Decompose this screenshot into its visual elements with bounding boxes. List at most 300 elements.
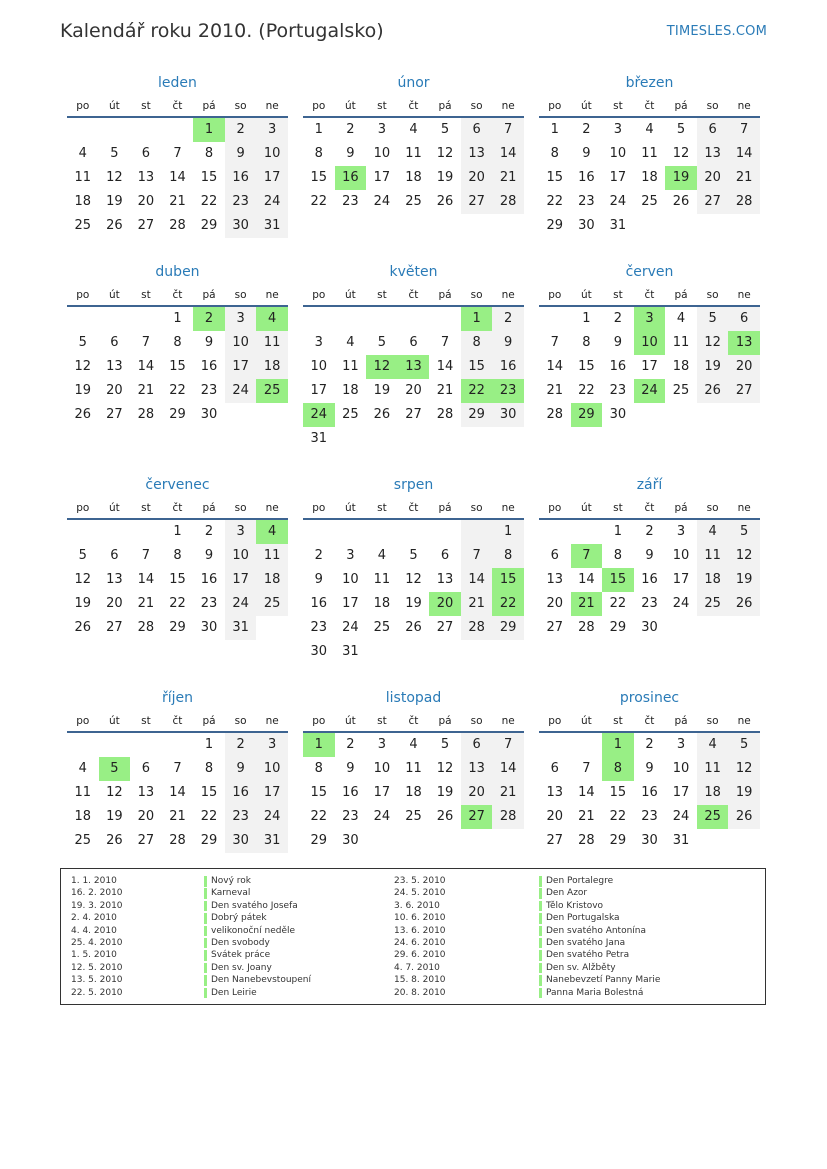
empty-cell	[398, 640, 430, 664]
empty-cell	[697, 214, 729, 238]
legend-holiday-name: Den Nanebevstoupení	[204, 974, 311, 986]
day-cell: 14	[137, 359, 155, 374]
day-cell: 22	[546, 194, 564, 209]
week-row	[67, 118, 288, 142]
day-cell: 23	[578, 194, 595, 209]
weekday-label: po	[312, 100, 326, 112]
empty-cell	[492, 640, 524, 664]
weekday-label: so	[470, 289, 483, 301]
day-cell: 3	[676, 737, 686, 752]
week-row	[539, 307, 760, 331]
empty-cell	[256, 616, 288, 640]
month-leden	[67, 70, 288, 238]
month-name: září	[636, 477, 663, 493]
legend-date: 4. 4. 2010	[71, 925, 117, 936]
day-cell: 7	[173, 146, 182, 161]
day-cell: 19	[728, 568, 760, 592]
day-cell: 28	[461, 616, 493, 640]
day-cell: 7	[492, 118, 524, 142]
day-cell: 5	[728, 733, 760, 757]
empty-cell	[398, 427, 430, 451]
legend-holiday-name: Den Portugalska	[539, 912, 660, 924]
week-row	[67, 805, 288, 829]
week-row	[303, 118, 524, 142]
weekday-label: ne	[265, 715, 279, 727]
week-row	[67, 733, 288, 757]
empty-cell	[665, 214, 697, 238]
month-říjen	[67, 685, 288, 853]
weekday-label: ne	[501, 289, 515, 301]
empty-cell	[429, 307, 461, 331]
day-cell: 9	[225, 142, 257, 166]
day-cell: 19	[728, 781, 760, 805]
empty-cell	[398, 307, 430, 331]
day-cell: 20	[106, 383, 123, 398]
day-cell: 23	[310, 620, 328, 635]
legend-holiday-name: Den Portalegre	[539, 875, 660, 887]
weekday-label: út	[580, 715, 592, 727]
day-cell: 1	[613, 524, 623, 539]
day-cell: 4	[645, 122, 654, 137]
day-cell: 8	[204, 761, 214, 776]
day-cell: 20	[697, 166, 729, 190]
empty-cell	[697, 403, 729, 427]
week-row	[539, 355, 760, 379]
day-cell: 31	[672, 833, 690, 848]
empty-cell	[461, 520, 493, 544]
week-row	[67, 379, 288, 403]
day-cell: 11	[672, 335, 690, 350]
day-cell: 14	[436, 359, 454, 374]
day-cell: 11	[405, 761, 422, 776]
holiday-day: 4	[256, 307, 288, 331]
weekday-label: ne	[737, 502, 751, 514]
day-cell: 6	[141, 146, 151, 161]
holiday-day: 25	[256, 379, 288, 403]
day-cell: 19	[74, 383, 92, 398]
week-row	[539, 781, 760, 805]
empty-cell	[539, 520, 571, 544]
month-duben	[67, 259, 288, 427]
day-cell: 28	[546, 407, 564, 422]
week-row	[67, 307, 288, 331]
weekday-header	[67, 711, 288, 733]
day-cell: 31	[342, 644, 359, 659]
day-cell: 17	[373, 170, 391, 185]
holiday-day: 12	[366, 355, 398, 379]
day-cell: 13	[546, 785, 564, 800]
empty-cell	[225, 403, 257, 427]
empty-cell	[728, 214, 760, 238]
day-cell: 26	[74, 620, 92, 635]
day-cell: 22	[169, 383, 186, 398]
month-name: červenec	[145, 477, 210, 493]
weekday-label: ne	[737, 100, 751, 112]
day-cell: 3	[225, 520, 257, 544]
day-cell: 4	[78, 146, 87, 161]
day-cell: 29	[492, 616, 524, 640]
week-row	[539, 214, 760, 238]
holiday-day: 1	[602, 733, 634, 757]
holiday-day: 24	[303, 403, 335, 427]
month-days	[67, 520, 288, 640]
weekday-header	[303, 711, 524, 733]
legend-names-column-1	[204, 875, 311, 999]
empty-cell	[130, 520, 162, 544]
day-cell: 15	[310, 170, 328, 185]
weekday-label: pá	[202, 289, 216, 301]
day-cell: 27	[405, 407, 422, 422]
day-cell: 14	[492, 757, 524, 781]
day-cell: 14	[169, 785, 186, 800]
empty-cell	[366, 829, 398, 853]
day-cell: 2	[346, 737, 355, 752]
weekday-header	[539, 498, 760, 520]
month-name: duben	[155, 264, 200, 280]
holiday-day: 1	[193, 118, 225, 142]
day-cell: 12	[106, 785, 123, 800]
day-cell: 2	[204, 524, 214, 539]
week-row	[539, 805, 760, 829]
day-cell: 12	[697, 331, 729, 355]
day-cell: 7	[141, 335, 151, 350]
day-cell: 1	[173, 524, 182, 539]
day-cell: 17	[672, 572, 690, 587]
month-červen	[539, 259, 760, 427]
day-cell: 28	[728, 190, 760, 214]
holiday-day: 15	[602, 568, 634, 592]
day-cell: 30	[641, 620, 658, 635]
weekday-label: po	[548, 289, 562, 301]
weekday-label: st	[377, 289, 387, 301]
legend-date: 19. 3. 2010	[71, 900, 123, 911]
day-cell: 25	[672, 383, 690, 398]
day-cell: 12	[106, 170, 123, 185]
month-květen	[303, 259, 524, 451]
brand-link[interactable]: TIMESLES.COM	[666, 24, 767, 39]
empty-cell	[335, 427, 367, 451]
day-cell: 18	[256, 568, 288, 592]
day-cell: 3	[314, 335, 323, 350]
day-cell: 3	[256, 733, 288, 757]
day-cell: 24	[373, 809, 391, 824]
day-cell: 11	[256, 331, 288, 355]
day-cell: 23	[641, 809, 658, 824]
day-cell: 14	[169, 170, 186, 185]
day-cell: 20	[405, 383, 422, 398]
day-cell: 20	[137, 194, 155, 209]
empty-cell	[429, 829, 461, 853]
day-cell: 27	[697, 190, 729, 214]
day-cell: 29	[609, 620, 627, 635]
day-cell: 4	[346, 335, 355, 350]
day-cell: 25	[405, 809, 422, 824]
legend-date: 1. 1. 2010	[71, 876, 117, 886]
day-cell: 17	[256, 781, 288, 805]
day-cell: 15	[578, 359, 595, 374]
month-days	[303, 118, 524, 214]
day-cell: 26	[672, 194, 690, 209]
weekday-label: čt	[172, 289, 183, 301]
day-cell: 2	[314, 548, 323, 563]
weekday-label: st	[377, 715, 387, 727]
day-cell: 11	[74, 785, 92, 800]
day-cell: 3	[256, 118, 288, 142]
week-row	[67, 757, 288, 781]
day-cell: 5	[728, 520, 760, 544]
week-row	[67, 190, 288, 214]
day-cell: 13	[461, 757, 493, 781]
day-cell: 20	[728, 355, 760, 379]
day-cell: 24	[256, 805, 288, 829]
empty-cell	[492, 829, 524, 853]
weekday-label: ne	[265, 502, 279, 514]
weekday-label: so	[234, 100, 247, 112]
day-cell: 17	[225, 355, 257, 379]
legend-date: 20. 8. 2010	[394, 987, 446, 998]
day-cell: 2	[613, 311, 623, 326]
day-cell: 28	[169, 218, 186, 233]
day-cell: 8	[550, 146, 559, 161]
day-cell: 23	[200, 596, 218, 611]
holiday-day: 7	[571, 544, 603, 568]
week-row	[303, 592, 524, 616]
empty-cell	[130, 307, 162, 331]
day-cell: 18	[74, 809, 92, 824]
month-srpen	[303, 472, 524, 664]
empty-cell	[697, 616, 729, 640]
day-cell: 25	[697, 592, 729, 616]
holiday-day: 20	[429, 592, 461, 616]
day-cell: 25	[74, 833, 92, 848]
day-cell: 20	[546, 809, 564, 824]
day-cell: 28	[436, 407, 454, 422]
week-row	[67, 166, 288, 190]
empty-cell	[67, 307, 99, 331]
holiday-day: 24	[634, 379, 666, 403]
day-cell: 24	[373, 194, 391, 209]
weekday-label: pá	[202, 100, 216, 112]
weekday-label: ne	[265, 100, 279, 112]
weekday-label: út	[580, 289, 592, 301]
legend-holiday-name: Den svatého Josefa	[204, 900, 311, 912]
day-cell: 9	[582, 146, 591, 161]
week-row	[539, 403, 760, 427]
legend-holiday-name: velikonoční neděle	[204, 925, 311, 937]
month-únor	[303, 70, 524, 214]
weekday-header	[67, 96, 288, 118]
holiday-day: 25	[697, 805, 729, 829]
weekday-label: ne	[737, 289, 751, 301]
day-cell: 16	[310, 596, 328, 611]
week-row	[303, 616, 524, 640]
legend-date: 23. 5. 2010	[394, 876, 446, 886]
empty-cell	[665, 616, 697, 640]
day-cell: 30	[310, 644, 328, 659]
day-cell: 10	[672, 548, 690, 563]
day-cell: 11	[697, 544, 729, 568]
day-cell: 21	[728, 166, 760, 190]
holiday-day: 13	[398, 355, 430, 379]
day-cell: 2	[346, 122, 355, 137]
month-listopad	[303, 685, 524, 853]
day-cell: 27	[137, 218, 155, 233]
empty-cell	[571, 733, 603, 757]
day-cell: 5	[440, 122, 450, 137]
day-cell: 18	[697, 568, 729, 592]
day-cell: 30	[609, 407, 627, 422]
day-cell: 11	[373, 572, 391, 587]
day-cell: 25	[641, 194, 658, 209]
weekday-label: st	[613, 289, 623, 301]
day-cell: 17	[609, 170, 627, 185]
week-row	[539, 829, 760, 853]
week-row	[67, 214, 288, 238]
empty-cell	[461, 640, 493, 664]
day-cell: 7	[440, 335, 450, 350]
empty-cell	[539, 733, 571, 757]
day-cell: 20	[106, 596, 123, 611]
weekday-label: so	[706, 289, 719, 301]
weekday-label: pá	[202, 502, 216, 514]
legend-date: 25. 4. 2010	[71, 937, 123, 948]
day-cell: 28	[578, 833, 595, 848]
day-cell: 10	[256, 142, 288, 166]
legend-holiday-name: Tělo Kristovo	[539, 900, 660, 912]
legend-holiday-name: Den svobody	[204, 937, 311, 949]
month-name: listopad	[385, 690, 442, 706]
week-row	[67, 781, 288, 805]
day-cell: 21	[436, 383, 454, 398]
day-cell: 10	[256, 757, 288, 781]
weekday-label: st	[141, 502, 151, 514]
empty-cell	[130, 118, 162, 142]
holiday-legend	[60, 868, 766, 1005]
day-cell: 6	[550, 548, 559, 563]
empty-cell	[162, 733, 194, 757]
day-cell: 26	[728, 592, 760, 616]
day-cell: 13	[106, 572, 123, 587]
day-cell: 10	[225, 544, 257, 568]
day-cell: 2	[645, 737, 654, 752]
day-cell: 25	[342, 407, 359, 422]
day-cell: 25	[373, 620, 391, 635]
legend-names-column-2	[539, 875, 660, 999]
day-cell: 10	[373, 146, 391, 161]
week-row	[303, 427, 524, 451]
empty-cell	[429, 520, 461, 544]
week-row	[303, 805, 524, 829]
holiday-day: 19	[665, 166, 697, 190]
week-row	[303, 355, 524, 379]
day-cell: 18	[74, 194, 92, 209]
day-cell: 6	[697, 118, 729, 142]
day-cell: 8	[173, 335, 182, 350]
day-cell: 29	[546, 218, 564, 233]
day-cell: 15	[461, 355, 493, 379]
day-cell: 26	[405, 620, 422, 635]
day-cell: 17	[342, 596, 359, 611]
week-row	[303, 331, 524, 355]
day-cell: 24	[672, 596, 690, 611]
empty-cell	[429, 427, 461, 451]
weekday-label: so	[706, 502, 719, 514]
week-row	[67, 355, 288, 379]
month-name: říjen	[161, 690, 194, 706]
holiday-day: 1	[303, 733, 335, 757]
legend-date: 13. 5. 2010	[71, 975, 123, 986]
day-cell: 15	[609, 785, 627, 800]
day-cell: 18	[256, 355, 288, 379]
day-cell: 10	[609, 146, 627, 161]
week-row	[67, 142, 288, 166]
day-cell: 19	[436, 170, 454, 185]
day-cell: 12	[74, 359, 92, 374]
weekday-label: ne	[501, 715, 515, 727]
weekday-label: čt	[172, 715, 183, 727]
day-cell: 17	[256, 166, 288, 190]
day-cell: 6	[440, 548, 450, 563]
day-cell: 19	[106, 809, 123, 824]
day-cell: 13	[697, 142, 729, 166]
month-prosinec	[539, 685, 760, 853]
month-name: prosinec	[619, 690, 680, 706]
day-cell: 18	[373, 596, 391, 611]
week-row	[539, 616, 760, 640]
day-cell: 27	[106, 620, 123, 635]
day-cell: 24	[672, 809, 690, 824]
day-cell: 11	[342, 359, 359, 374]
day-cell: 24	[256, 190, 288, 214]
day-cell: 24	[225, 592, 257, 616]
weekday-label: pá	[438, 289, 452, 301]
day-cell: 22	[609, 596, 627, 611]
legend-date: 12. 5. 2010	[71, 962, 123, 973]
day-cell: 28	[137, 407, 155, 422]
day-cell: 9	[346, 146, 355, 161]
day-cell: 12	[728, 544, 760, 568]
day-cell: 7	[728, 118, 760, 142]
day-cell: 16	[641, 785, 658, 800]
empty-cell	[728, 616, 760, 640]
holiday-day: 16	[335, 166, 367, 190]
day-cell: 23	[200, 383, 218, 398]
day-cell: 6	[110, 548, 119, 563]
month-name: březen	[625, 75, 674, 91]
empty-cell	[461, 427, 493, 451]
day-cell: 8	[314, 761, 323, 776]
weekday-label: so	[706, 100, 719, 112]
day-cell: 21	[461, 592, 493, 616]
day-cell: 30	[200, 620, 218, 635]
day-cell: 9	[645, 761, 654, 776]
legend-holiday-name: Den sv. Alžběty	[539, 962, 660, 974]
day-cell: 15	[546, 170, 564, 185]
day-cell: 22	[200, 194, 218, 209]
day-cell: 8	[314, 146, 323, 161]
day-cell: 15	[169, 359, 186, 374]
day-cell: 7	[582, 761, 591, 776]
day-cell: 30	[492, 403, 524, 427]
day-cell: 9	[314, 572, 323, 587]
day-cell: 20	[137, 809, 155, 824]
weekday-label: pá	[438, 100, 452, 112]
day-cell: 23	[641, 596, 658, 611]
week-row	[303, 829, 524, 853]
weekday-label: po	[76, 715, 90, 727]
month-březen	[539, 70, 760, 238]
legend-date: 4. 7. 2010	[394, 962, 440, 973]
